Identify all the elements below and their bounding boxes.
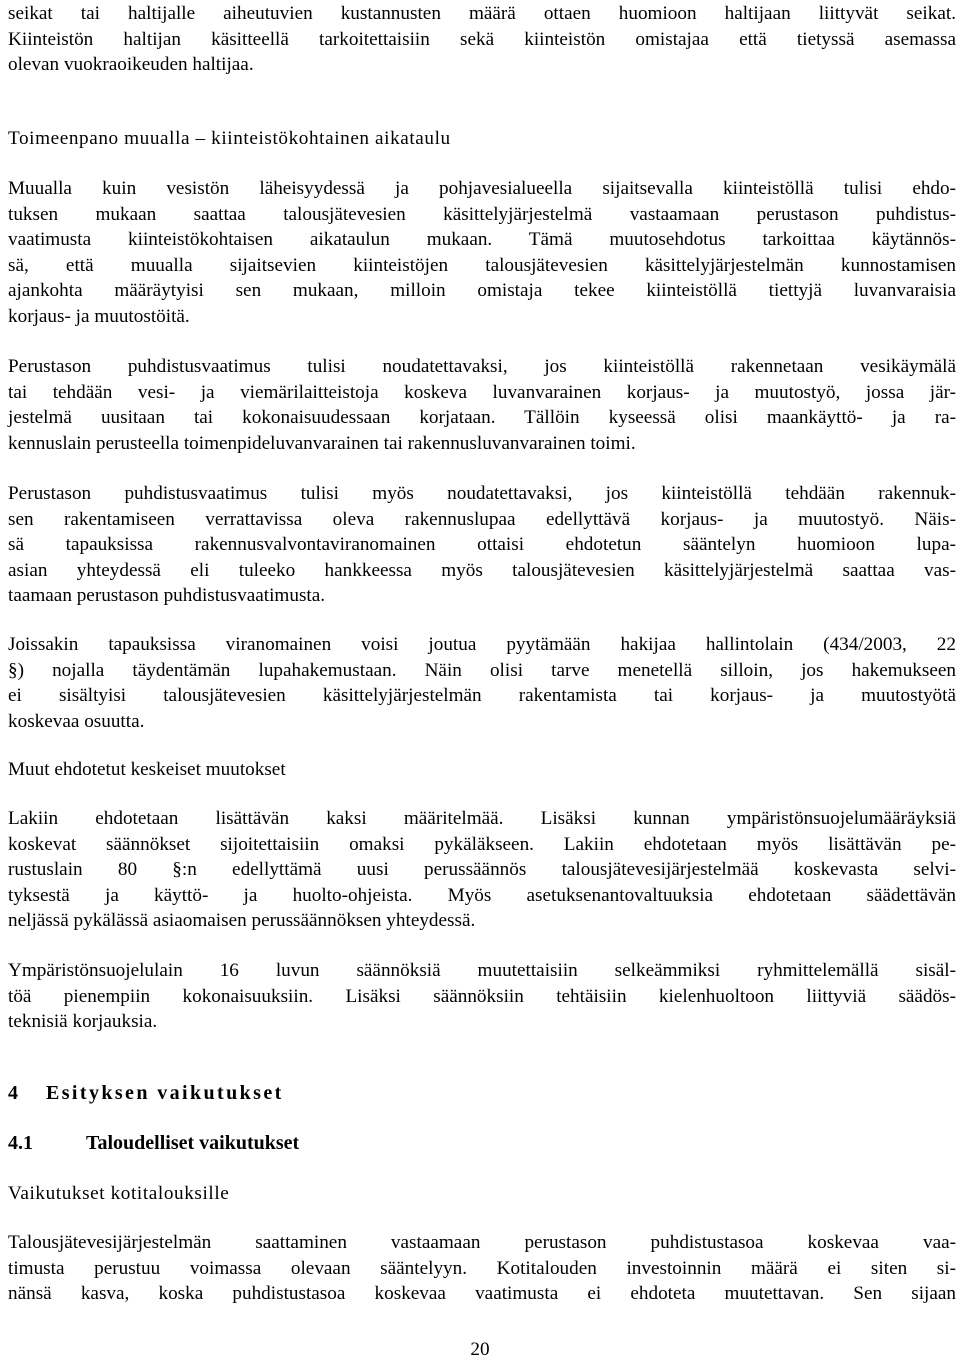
paragraph-line: taamaan perustason puhdistusvaatimusta. [8, 585, 326, 606]
paragraph-line: jestelmä uusitaan tai kokonaisuudessaan korjataan. Tällöin kyseessä olisi maankäyttö- ja ra- [8, 407, 956, 428]
paragraph-line: sä tapauksissa rakennusvalvontaviranomainen ottaisi ehdotetun sääntelyn huomioon lupa- [8, 534, 956, 555]
paragraph-line: Ympäristönsuojelulain 16 luvun säännöksiä muutettaisiin selkeämmiksi ryhmittelemällä sisäl- [8, 960, 956, 981]
paragraph-line: sen rakentamiseen verrattavissa oleva rakennuslupaa edellyttävä korjaus- ja muutostyö. Näis- [8, 508, 956, 530]
chapter-title: Esityksen vaikutukset [46, 1082, 284, 1104]
paragraph-line: töä pienempiin kokonaisuuksiin. Lisäksi säännöksiin tehtäisiin kielenhuoltoon liittyviä säädös- [8, 985, 956, 1007]
intro-line-2: Kiinteistön haltijan käsitteellä tarkoitettaisiin sekä kiinteistön omistajaa että tietyssä asemassa [8, 28, 956, 50]
muut-paragraph-2 [8, 958, 956, 1035]
paragraph-line: Joissakin tapauksissa viranomainen voisi joutua pyytämään hakijaa hallintolain (434/2003, 22 [8, 634, 956, 655]
paragraph-line: tai tehdään vesi- ja viemärilaitteistoja koskeva luvanvarainen korjaus- ja muutostyö, jossa jär- [8, 381, 956, 403]
paragraph-line: Perustason puhdistusvaatimus tulisi myös noudatettavaksi, jos kiinteistöllä tehdään rakennuk- [8, 483, 956, 504]
paragraph-line: vaatimusta kiinteistökohtaisen aikataulun mukaan. Tämä muutosehdotus tarkoittaa käytännös- [8, 229, 956, 250]
muut-heading-block [8, 757, 956, 783]
paragraph-line: ei sisältyisi talousjätevesien käsittelyjärjestelmän rakentamista tai korjaus- ja muutostyötä [8, 685, 956, 706]
section-title: Taloudelliset vaikutukset [86, 1132, 300, 1154]
toimeenpano-paragraph-1 [8, 176, 956, 329]
paragraph-line: tyksestä ja käyttö- ja huolto-ohjeista. Myös asetuksenantovaltuuksia ehdotetaan säädettävän [8, 884, 956, 906]
toimeenpano-paragraph-4 [8, 632, 956, 734]
paragraph-line: kennuslain perusteella toimenpideluvanvarainen tai rakennusluvanvarainen toimi. [8, 432, 636, 454]
paragraph-line: koskevaa osuutta. [8, 710, 145, 732]
muut-paragraph-1 [8, 806, 956, 934]
paragraph-line: tuksen mukaan saattaa talousjätevesien käsittelyjärjestelmä vastaamaan perustason puhdistus- [8, 203, 956, 225]
toimeenpano-paragraph-3 [8, 481, 956, 609]
section-number: 4.1 [8, 1132, 33, 1154]
paragraph-line: Perustason puhdistusvaatimus tulisi noudatettavaksi, jos kiinteistöllä rakennetaan vesikäymälä [8, 356, 956, 377]
toimeenpano-heading-block [8, 126, 956, 152]
paragraph-line: nänsä kasva, koska puhdistustasoa koskevaa vaatimusta ei ehdoteta muutettavan. Sen sijaan [8, 1283, 956, 1304]
intro-paragraph [8, 1, 956, 78]
intro-line-1: seikat tai haltijalle aiheutuvien kustannusten määrä ottaen huomioon haltijaan liittyvät seikat. [8, 3, 956, 24]
paragraph-line: teknisiä korjauksia. [8, 1011, 158, 1032]
paragraph-line: Lakiin ehdotetaan lisättävän kaksi määritelmää. Lisäksi kunnan ympäristönsuojelumääräyksiä [8, 808, 956, 829]
paragraph-line: rustuslain 80 §:n edellyttämä uusi perussäännös talousjätevesijärjestelmää koskevasta selvi- [8, 859, 956, 880]
kotitaloudet-heading-block [8, 1181, 956, 1207]
paragraph-line: timusta perustuu voimassa olevaan sääntelyyn. Kotitalouden investoinnin määrä ei siten si- [8, 1257, 956, 1279]
chapter-heading [8, 1080, 956, 1106]
kotitaloudet-paragraph-1 [8, 1230, 956, 1307]
paragraph-line: koskevat säännökset sijoitettaisiin omaksi pykäläkseen. Lakiin ehdotetaan myös lisättävän pe- [8, 833, 956, 855]
muut-heading: Muut ehdotetut keskeiset muutokset [8, 759, 286, 780]
section-heading [8, 1130, 956, 1156]
paragraph-line: sä, että muualla sijaitsevien kiinteistöjen talousjätevesien käsittelyjärjestelmän kunnostamisen [8, 254, 956, 276]
paragraph-line: Talousjätevesijärjestelmän saattaminen vastaamaan perustason puhdistustasoa koskevaa vaa- [8, 1232, 956, 1253]
page-number: 20 [470, 1339, 490, 1360]
toimeenpano-paragraph-2 [8, 354, 956, 456]
paragraph-line: Muualla kuin vesistön läheisyydessä ja pohjavesialueella sijaitsevalla kiinteistöllä tulisi ehdo- [8, 178, 956, 199]
paragraph-line: neljässä pykälässä asiaomaisen perussäännöksen yhteydessä. [8, 910, 476, 931]
paragraph-line: korjaus- ja muutostöitä. [8, 305, 190, 327]
paragraph-line: §) nojalla täydentämän lupahakemustaan. Näin olisi tarve menetellä silloin, jos hakemukseen [8, 659, 956, 681]
paragraph-line: asian yhteydessä eli tuleeko hankkeessa myös talousjätevesien käsittelyjärjestelmä saattaa vas- [8, 559, 956, 581]
chapter-number: 4 [8, 1082, 21, 1104]
paragraph-line: ajankohta määräytyisi sen mukaan, milloin omistaja tekee kiinteistöllä tiettyjä luvanvaraisia [8, 280, 956, 301]
intro-line-3: olevan vuokraoikeuden haltijaa. [8, 54, 254, 75]
toimeenpano-heading: Toimeenpano muualla – kiinteistökohtainen aikataulu [8, 128, 451, 149]
kotitaloudet-heading: Vaikutukset kotitalouksille [8, 1183, 230, 1204]
